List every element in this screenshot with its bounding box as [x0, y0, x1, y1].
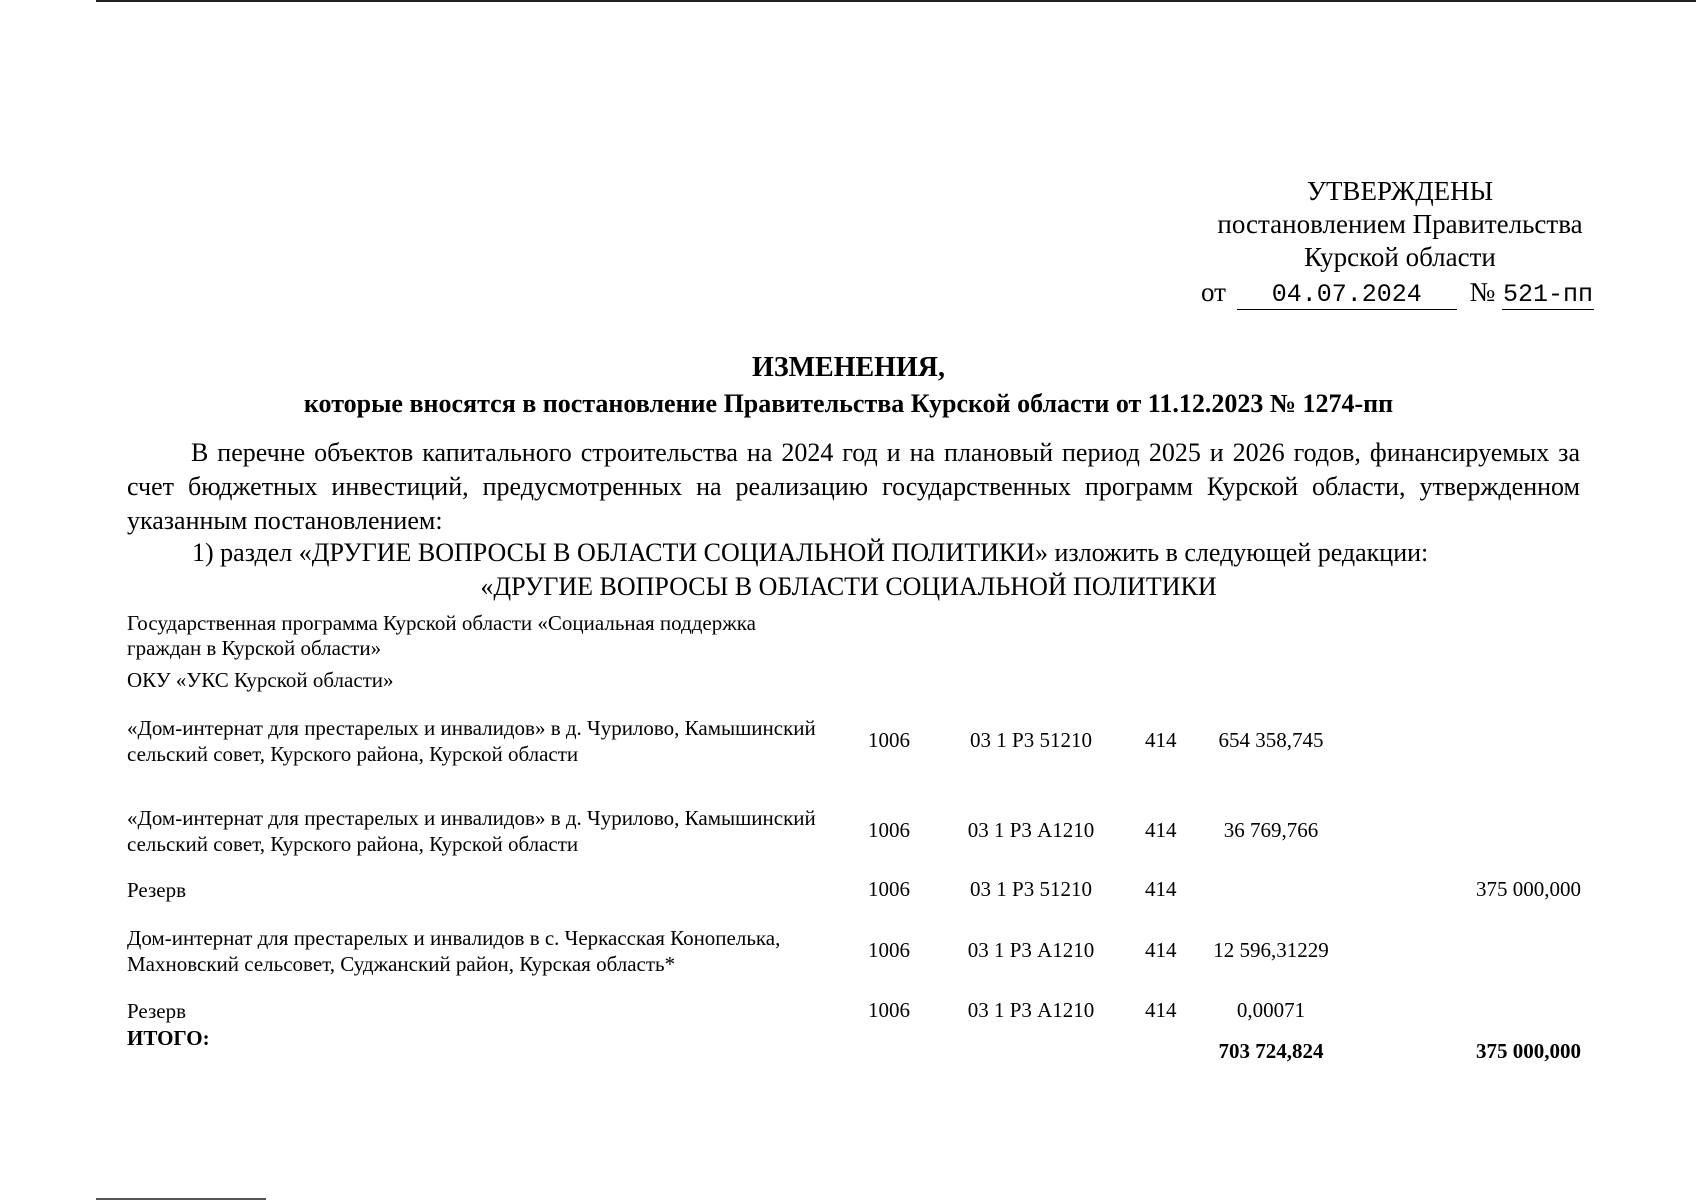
intro-text: В перечне объектов капитального строительства на 2024 год и на плановый период 2025 и 2026 годов, финансируемых за счет бюджетных инвестиций, предусмотренных на реализацию государственных программ Курской области, утвержденном указанным постановлением:	[127, 438, 1580, 535]
csr-code: 03 1 Р3 51210	[970, 877, 1092, 901]
csr-code: 03 1 Р3 А1210	[967, 938, 1095, 962]
vr-code: 414	[1145, 818, 1177, 842]
object-name: «Дом-интернат для престарелых и инвалидов» в д. Чурилово, Камышинский сельский совет, Курского района, Курской области	[127, 806, 816, 856]
approval-block	[1150, 175, 1650, 310]
csr-code: 03 1 Р3 А1210	[967, 998, 1095, 1022]
approval-line-2: постановлением Правительства	[1217, 209, 1583, 239]
total-sum-2024: 703 724,824	[1218, 1039, 1324, 1063]
sum-2024: 0,00071	[1236, 998, 1306, 1022]
approval-number: 521-пп	[1502, 280, 1593, 309]
csr-code: 03 1 Р3 51210	[970, 728, 1092, 752]
date-prefix: от	[1201, 277, 1226, 307]
total-sum-2025: 375 000,000	[1476, 1039, 1581, 1063]
rz-code: 1006	[868, 938, 910, 962]
vr-code: 414	[1145, 938, 1177, 962]
approval-line-1: УТВЕРЖДЕНЫ	[1306, 176, 1494, 206]
vr-code: 414	[1145, 877, 1177, 901]
rz-code: 1006	[868, 877, 910, 901]
number-prefix: №	[1469, 277, 1496, 307]
scan-edge-top	[96, 0, 1696, 2]
program-name: Государственная программа Курской области «Социальная поддержка граждан в Курской области»	[127, 611, 756, 660]
rz-code: 1006	[868, 998, 910, 1022]
customer-name: ОКУ «УКС Курской области»	[127, 668, 394, 692]
approval-line-3: Курской области	[1304, 242, 1496, 272]
object-name: Дом-интернат для престарелых и инвалидов в с. Черкасская Конопелька, Махновский сельсовет, Суджанский район, Курская область*	[127, 926, 781, 976]
sum-2024: 12 596,31229	[1213, 938, 1329, 962]
sum-2024: 36 769,766	[1223, 818, 1319, 842]
item-1: 1) раздел «ДРУГИЕ ВОПРОСЫ В ОБЛАСТИ СОЦИАЛЬНОЙ ПОЛИТИКИ» изложить в следующей редакции:	[192, 538, 1429, 567]
approval-date: 04.07.2024	[1237, 281, 1457, 310]
object-name: Резерв	[127, 878, 187, 902]
section-heading: «ДРУГИЕ ВОПРОСЫ В ОБЛАСТИ СОЦИАЛЬНОЙ ПОЛИТИКИ	[480, 572, 1217, 601]
object-name: Резерв	[127, 999, 187, 1023]
sum-2025: 375 000,000	[1476, 877, 1581, 901]
vr-code: 414	[1145, 998, 1177, 1022]
total-label: ИТОГО:	[127, 1026, 210, 1050]
sum-2024: 654 358,745	[1218, 728, 1324, 752]
document-subtitle: которые вносятся в постановление Правительства Курской области от 11.12.2023 № 1274-пп	[303, 389, 1394, 418]
rz-code: 1006	[868, 728, 910, 752]
csr-code: 03 1 Р3 А1210	[967, 818, 1095, 842]
document-title: ИЗМЕНЕНИЯ,	[752, 352, 945, 383]
intro-paragraph	[127, 436, 1580, 538]
vr-code: 414	[1145, 728, 1177, 752]
approval-date-row	[1201, 276, 1650, 310]
rz-code: 1006	[868, 818, 910, 842]
object-name: «Дом-интернат для престарелых и инвалидов» в д. Чурилово, Камышинский сельский совет, Курского района, Курской области	[127, 716, 816, 766]
